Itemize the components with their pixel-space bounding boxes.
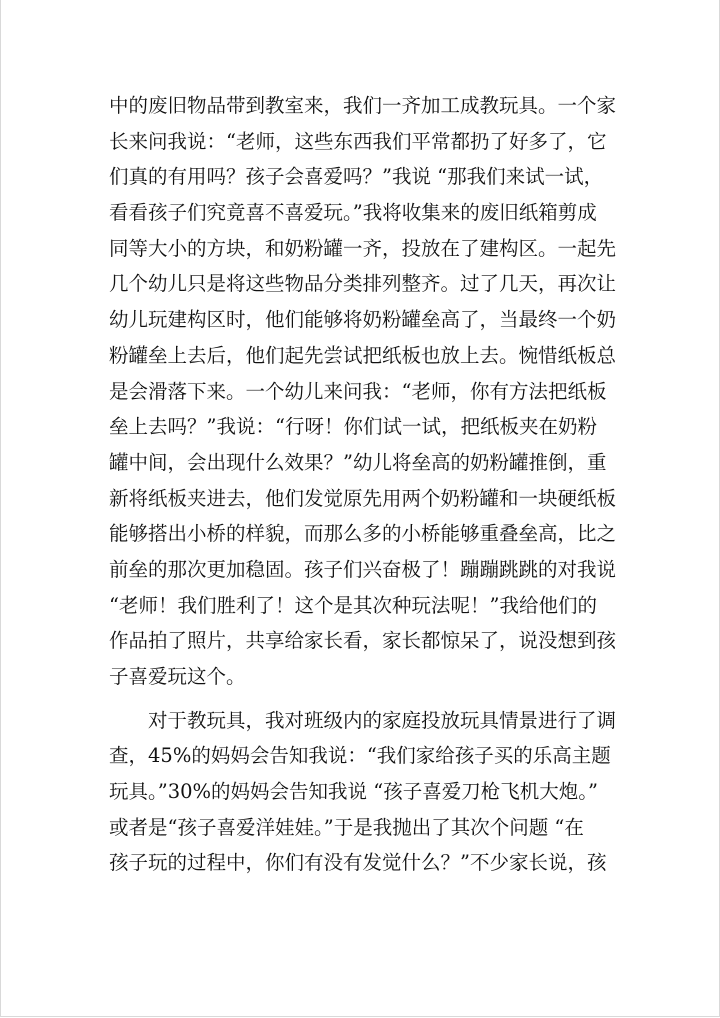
text-line: 孩子玩的过程中，你们有没有发觉什么？”不少家长说，孩	[109, 851, 607, 875]
text-line: 作品拍了照片，共享给家长看，家长都惊呆了，说没想到孩	[109, 629, 617, 653]
text-line: 对于教玩具，我对班级内的家庭投放玩具情景进行了调	[148, 708, 617, 732]
text-line: 罐中间，会出现什么效果？”幼儿将垒高的奶粉罐推倒，重	[109, 450, 607, 474]
text-line: 是会滑落下来。一个幼儿来问我：“老师，你有方法把纸板	[109, 379, 607, 403]
paragraph-2	[109, 703, 617, 881]
text-line: 粉罐垒上去后，他们起先尝试把纸板也放上去。惋惜纸板总	[109, 343, 617, 367]
text-line: “老师！我们胜利了！这个是其次种玩法呢！”我给他们的	[109, 593, 597, 617]
paragraph-1	[109, 88, 617, 695]
text-line: 子喜爱玩这个。	[109, 665, 246, 688]
text-line: 看看孩子们究竟喜不喜爱玩。”我将收集来的废旧纸箱剪成	[109, 201, 597, 225]
text-line: 能够搭出小桥的样貌，而那么多的小桥能够重叠垒高，比之	[109, 522, 617, 546]
paragraph-gap	[109, 695, 614, 703]
text-line: 垒上去吗？”我说：“行呀！你们试一试，把纸板夹在奶粉	[109, 415, 597, 439]
text-line: 查，45%的妈妈会告知我说：“我们家给孩子买的乐高主题	[109, 744, 611, 768]
text-line: 们真的有用吗？孩子会喜爱吗？”我说 “那我们来试一试，	[109, 165, 604, 189]
body-text	[109, 88, 617, 881]
text-line: 玩具。”30%的妈妈会告知我说 “孩子喜爱刀枪飞机大炮。”	[109, 780, 598, 804]
text-line: 新将纸板夹进去，他们发觉原先用两个奶粉罐和一块硬纸板	[109, 486, 617, 510]
text-line: 或者是“孩子喜爱洋娃娃。”于是我抛出了其次个问题 “在	[109, 815, 584, 839]
text-line: 幼儿玩建构区时，他们能够将奶粉罐垒高了，当最终一个奶	[109, 308, 617, 332]
text-line: 几个幼儿只是将这些物品分类排列整齐。过了几天，再次让	[109, 272, 617, 296]
text-line: 中的废旧物品带到教室来，我们一齐加工成教玩具。一个家	[109, 94, 617, 117]
text-line: 长来问我说：“老师，这些东西我们平常都扔了好多了，它	[109, 129, 607, 153]
text-line: 同等大小的方块，和奶粉罐一齐，投放在了建构区。一起先	[109, 236, 617, 260]
text-line: 前垒的那次更加稳固。孩子们兴奋极了！蹦蹦跳跳的对我说	[109, 557, 617, 581]
